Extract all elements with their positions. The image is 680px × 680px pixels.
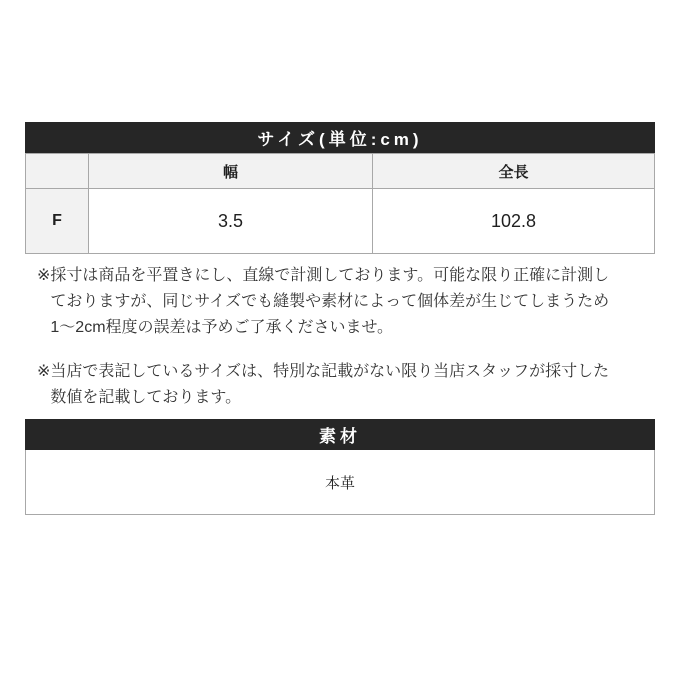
size-value-length: 102.8 [373,189,655,254]
note-line: 当店で表記しているサイズは、特別な記載がない限り当店スタッフが採寸した [50,363,610,380]
size-table-column-width: 幅 [89,154,373,189]
measurement-notes [37,263,655,411]
size-value-width: 3.5 [89,189,373,254]
size-section-header: サイズ(単位:cm) [25,122,655,153]
note-marker: ※ [37,363,51,380]
material-section-header: 素材 [25,419,655,450]
note-text [50,359,609,411]
note-line: ておりますが、同じサイズでも縫製や素材によって個体差が生じてしまうため [50,293,610,310]
size-row-label: F [26,189,89,254]
note-text [50,263,609,341]
size-table-column-length: 全長 [373,154,655,189]
note-line: 1〜2cm程度の誤差は予めご了承くださいませ。 [50,319,394,336]
note-measurement-accuracy [37,263,655,341]
note-line: 数値を記載しております。 [50,389,242,406]
note-line: 採寸は商品を平置きにし、直線で計測しております。可能な限り正確に計測し [50,267,610,284]
size-table-header-row [26,154,655,189]
material-section [25,419,655,515]
note-marker: ※ [37,267,51,284]
size-section [25,122,655,254]
size-table-corner-cell [26,154,89,189]
size-table [25,153,655,254]
table-row [26,189,655,254]
note-staff-measured [37,359,655,411]
material-value: 本革 [25,450,655,515]
